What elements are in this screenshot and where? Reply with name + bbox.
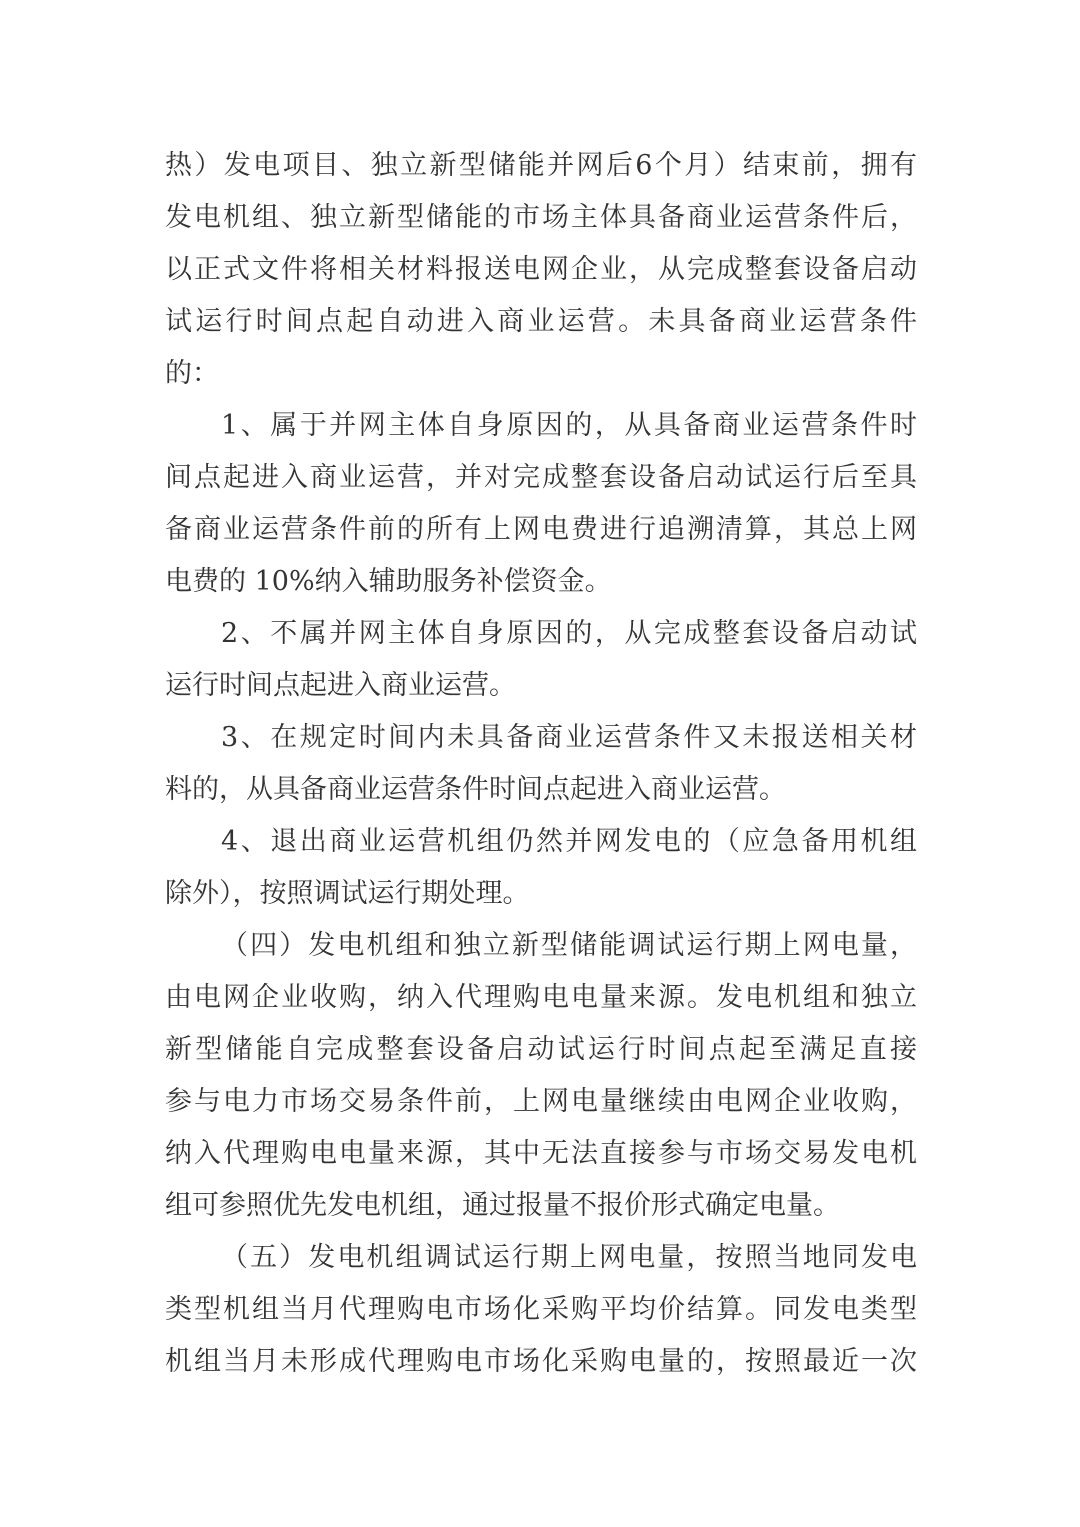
- text-line: 热）发电项目、独立新型储能并网后6个月）结束前，拥有: [165, 150, 917, 181]
- text-line: 的：: [165, 358, 219, 389]
- text-line: 新型储能自完成整套设备启动试运行时间点起至满足直接: [165, 1034, 917, 1065]
- text-line: 1、属于并网主体自身原因的，从具备商业运营条件时: [221, 410, 917, 441]
- text-line: 参与电力市场交易条件前，上网电量继续由电网企业收购，: [165, 1086, 917, 1117]
- text-line: 备商业运营条件前的所有上网电费进行追溯清算，其总上网: [165, 514, 917, 545]
- text-line: 发电机组、独立新型储能的市场主体具备商业运营条件后，: [165, 202, 917, 233]
- text-line: 间点起进入商业运营，并对完成整套设备启动试运行后至具: [165, 462, 917, 493]
- text-line: 运行时间点起进入商业运营。: [165, 670, 516, 701]
- text-line: 类型机组当月代理购电市场化采购平均价结算。同发电类型: [165, 1294, 917, 1325]
- text-line: 3、在规定时间内未具备商业运营条件又未报送相关材: [221, 722, 917, 753]
- text-line: 料的，从具备商业运营条件时间点起进入商业运营。: [165, 774, 786, 805]
- text-line: 由电网企业收购，纳入代理购电电量来源。发电机组和独立: [165, 982, 917, 1013]
- document-page: [165, 140, 917, 1388]
- text-line: 2、不属并网主体自身原因的，从完成整套设备启动试: [221, 618, 917, 649]
- text-line: 除外），按照调试运行期处理。: [165, 878, 530, 909]
- text-line: 试运行时间点起自动进入商业运营。未具备商业运营条件: [165, 306, 917, 337]
- text-line: （五）发电机组调试运行期上网电量，按照当地同发电: [221, 1242, 917, 1273]
- text-line: 机组当月未形成代理购电市场化采购电量的，按照最近一次: [165, 1346, 917, 1377]
- text-line: （四）发电机组和独立新型储能调试运行期上网电量，: [221, 930, 917, 961]
- text-line: 以正式文件将相关材料报送电网企业，从完成整套设备启动: [165, 254, 917, 285]
- text-line: 纳入代理购电电量来源，其中无法直接参与市场交易发电机: [165, 1138, 917, 1169]
- text-line: 4、退出商业运营机组仍然并网发电的（应急备用机组: [221, 826, 917, 857]
- text-line: 组可参照优先发电机组，通过报量不报价形式确定电量。: [165, 1190, 840, 1221]
- text-line: 电费的 10%纳入辅助服务补偿资金。: [165, 566, 612, 597]
